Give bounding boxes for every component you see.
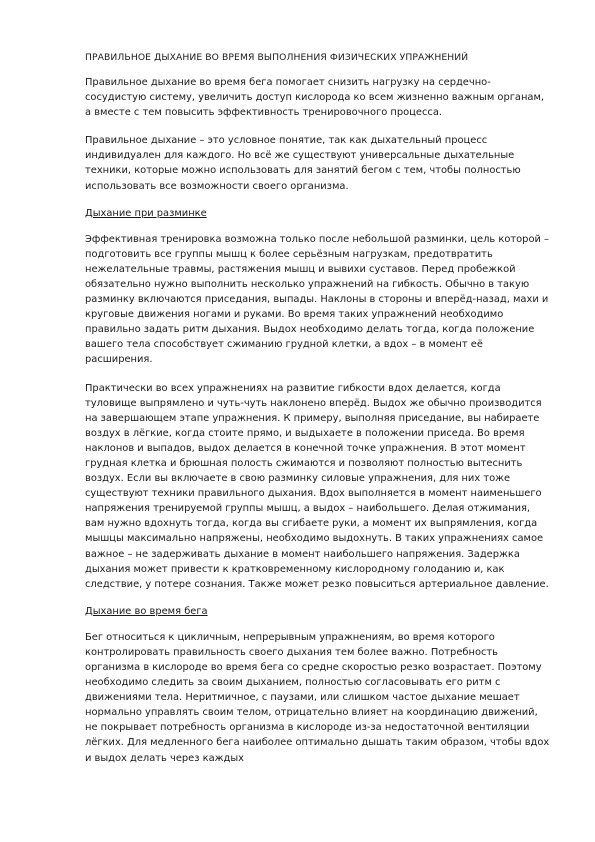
section-heading-running: Дыхание во время бега — [85, 605, 208, 617]
document-title: ПРАВИЛЬНОЕ ДЫХАНИЕ ВО ВРЕМЯ ВЫПОЛНЕНИЯ ФИЗИЧЕСКИХ УПРАЖНЕНИЙ — [85, 52, 469, 63]
intro-paragraph-1: Правильное дыхание во время бега помогает снизить нагрузку на сердечно-сосудистую систему, увеличить доступ кислорода ко всем жизненно важным органам, а вместе с тем повысить эффективность тренировочного процесса. — [85, 77, 545, 119]
intro-paragraph-2: Правильное дыхание – это условное понятие, так как дыхательный процесс индивидуален для каждого. Но всё же существуют универсальные дыхательные техники, которые можно использовать для занятий бегом с тем, чтобы полностью использовать все возможности своего организма. — [85, 135, 521, 192]
running-paragraph-1: Бег относиться к цикличным, непрерывным упражнениям, во время которого контролировать правильность своего дыхания тем более важно. Потребность организма в кислороде во время бега со средне скоростью резко возрастает. Поэтому необходимо следить за своим дыханием, полностью согласовывать его ритм с движениями тела. Неритмичное, с паузами, или слишком частое дыхание мешает нормально управлять своим телом, отрицательно влияет на координацию движений, не покрывает потребность организма в кислороде из-за недостаточной вентиляции лёгких. Для медленного бега наиболее оптимально дышать таким образом, чтобы вдох и выдох делать через каждых — [85, 631, 550, 764]
warmup-paragraph-1: Эффективная тренировка возможна только после небольшой разминки, цель которой – подготовить все группы мышц к более серьёзным нагрузкам, предотвратить нежелательные травмы, растяжения мышц и вывихи суставов. Перед пробежкой обязательно нужно выполнить несколько упражнений на гибкость. Обычно в такую разминку включаются приседания, выпады. Наклоны в стороны и вперёд-назад, махи и круговые движения ногами и руками. Во время таких упражнений необходимо правильно задать ритм дыхания. Выдох необходимо делать тогда, когда положение вашего тела способствует сжиманию грудной клетки, а вдох – в момент её расширения. — [85, 233, 549, 366]
document-page — [85, 52, 551, 779]
warmup-paragraph-2: Практически во всех упражнениях на развитие гибкости вдох делается, когда туловище выпрямлено и чуть-чуть наклонено вперёд. Выдох же обычно производится на завершающем этапе упражнения. К примеру, выполняя приседание, вы набираете воздух в лёгкие, когда стоите прямо, и выдыхаете в положении приседа. Во время наклонов и выпадов, выдох делается в конечной точке упражнения. В этот момент грудная клетка и брюшная полость сжимаются и позволяют полностью вытеснить воздух. Если вы включаете в свою разминку силовые упражнения, для них тоже существуют техники правильного дыхания. Вдох выполняется в момент наименьшего напряжения тренируемой группы мышц, а выдох – наибольшего. Делая отжимания, вам нужно вдохнуть тогда, когда вы сгибаете руки, а момент их выпрямления, когда мышцы максимально напряжены, необходимо выдохнуть. В таких упражнениях самое важное – не задерживать дыхание в момент наибольшего напряжения. Задержка дыхания может привести к кратковременному кислородному голоданию и, как следствие, у потере сознания. Также может резко повыситься артериальное давление. — [85, 382, 549, 590]
section-heading-warmup: Дыхание при разминке — [85, 207, 207, 219]
